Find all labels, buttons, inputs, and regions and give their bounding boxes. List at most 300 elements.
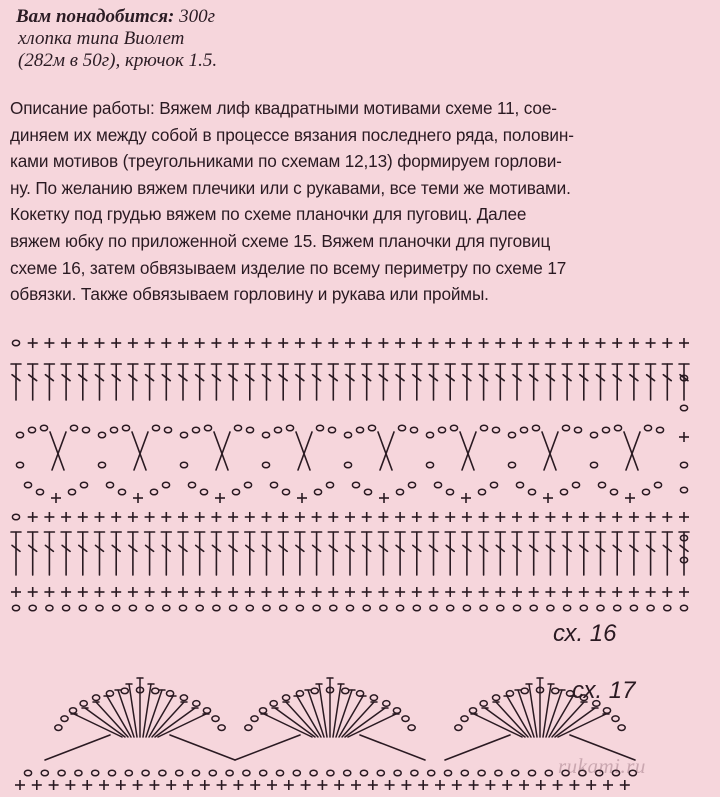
single-crochet-icon — [145, 512, 155, 522]
single-crochet-icon — [228, 587, 238, 597]
chain-stitch-icon — [163, 605, 170, 611]
crochet-diagonal-stitch — [170, 735, 235, 760]
chain-stitch-icon — [497, 605, 504, 611]
chain-stitch-icon — [326, 482, 333, 488]
single-crochet-icon — [78, 512, 88, 522]
chain-stitch-icon — [346, 605, 353, 611]
single-crochet-icon — [295, 587, 305, 597]
chain-stitch-icon — [478, 489, 485, 495]
chain-stitch-icon — [461, 770, 468, 776]
double-crochet-icon — [245, 364, 255, 400]
single-crochet-icon — [211, 587, 221, 597]
single-crochet-icon — [368, 780, 378, 790]
single-crochet-icon — [545, 587, 555, 597]
double-crochet-icon — [161, 532, 171, 575]
single-crochet-icon — [395, 338, 405, 348]
chain-stitch-icon — [508, 462, 515, 468]
single-crochet-icon — [211, 338, 221, 348]
double-crochet-icon — [128, 364, 138, 400]
double-crochet-icon — [44, 364, 54, 400]
single-crochet-icon — [629, 512, 639, 522]
single-crochet-icon — [529, 587, 539, 597]
chain-stitch-icon — [152, 425, 159, 431]
chain-stitch-icon — [469, 708, 476, 714]
chain-stitch-icon — [564, 605, 571, 611]
chain-stitch-icon — [370, 695, 377, 701]
double-crochet-icon — [429, 532, 439, 575]
chain-stitch-icon — [630, 605, 637, 611]
materials-lead: Вам понадобится: — [16, 6, 175, 27]
single-crochet-icon — [262, 338, 272, 348]
single-crochet-icon — [512, 587, 522, 597]
crochet-diagonal-stitch — [378, 432, 392, 470]
chain-stitch-icon — [480, 701, 487, 707]
single-crochet-icon — [95, 512, 105, 522]
chain-stitch-icon — [330, 605, 337, 611]
chain-stitch-icon — [562, 425, 569, 431]
chain-stitch-icon — [680, 405, 687, 411]
double-crochet-icon — [78, 532, 88, 575]
chain-stitch-icon — [263, 605, 270, 611]
materials-details: (282м в 50г), крючок 1.5. — [18, 50, 218, 71]
double-crochet-icon — [612, 364, 622, 400]
single-crochet-icon — [245, 338, 255, 348]
single-crochet-icon — [679, 512, 689, 522]
chain-stitch-icon — [368, 425, 375, 431]
single-crochet-icon — [128, 512, 138, 522]
double-crochet-icon — [679, 364, 689, 400]
double-crochet-icon — [445, 532, 455, 575]
double-crochet-icon — [61, 364, 71, 400]
chain-stitch-icon — [180, 462, 187, 468]
single-crochet-icon — [445, 338, 455, 348]
single-crochet-icon — [133, 493, 143, 503]
chain-stitch-icon — [328, 427, 335, 433]
description-line: диняем их между собой в процессе вязания последнего ряда, половин- — [10, 124, 574, 145]
chain-stitch-icon — [580, 605, 587, 611]
crochet-diagonal-stitch — [460, 432, 474, 470]
crochet-diagonal-stitch — [296, 432, 310, 470]
scheme-16-label: сх. 16 — [553, 620, 617, 647]
chain-stitch-icon — [118, 489, 125, 495]
chain-stitch-icon — [142, 770, 149, 776]
double-crochet-icon — [178, 532, 188, 575]
chain-stitch-icon — [192, 770, 199, 776]
double-crochet-icon — [562, 364, 572, 400]
single-crochet-icon — [418, 780, 428, 790]
single-crochet-icon — [128, 587, 138, 597]
chain-stitch-icon — [213, 605, 220, 611]
chain-stitch-icon — [603, 708, 610, 714]
single-crochet-icon — [495, 512, 505, 522]
double-crochet-icon — [395, 532, 405, 575]
chain-stitch-icon — [530, 605, 537, 611]
single-crochet-icon — [178, 587, 188, 597]
double-crochet-icon — [262, 532, 272, 575]
chain-stitch-icon — [283, 695, 290, 701]
double-crochet-icon — [278, 364, 288, 400]
single-crochet-icon — [51, 493, 61, 503]
single-crochet-icon — [502, 780, 512, 790]
chain-stitch-icon — [36, 489, 43, 495]
chain-stitch-icon — [129, 605, 136, 611]
single-crochet-icon — [312, 512, 322, 522]
chain-stitch-icon — [12, 340, 19, 346]
chain-stitch-icon — [532, 425, 539, 431]
single-crochet-icon — [133, 780, 143, 790]
single-crochet-icon — [145, 587, 155, 597]
crochet-diagonal-stitch — [626, 432, 640, 470]
chain-stitch-icon — [176, 770, 183, 776]
chain-stitch-icon — [598, 482, 605, 488]
single-crochet-icon — [317, 780, 327, 790]
double-crochet-icon — [312, 532, 322, 575]
chain-stitch-icon — [28, 427, 35, 433]
double-crochet-icon — [579, 364, 589, 400]
chain-stitch-icon — [196, 605, 203, 611]
chain-stitch-icon — [492, 427, 499, 433]
chain-stitch-icon — [513, 605, 520, 611]
double-crochet-icon — [61, 532, 71, 575]
single-crochet-icon — [161, 587, 171, 597]
chain-stitch-icon — [602, 427, 609, 433]
chain-stitch-icon — [162, 482, 169, 488]
chain-stitch-icon — [41, 770, 48, 776]
single-crochet-icon — [646, 512, 656, 522]
double-crochet-icon — [462, 364, 472, 400]
double-crochet-icon — [412, 532, 422, 575]
double-crochet-icon — [562, 532, 572, 575]
single-crochet-icon — [562, 512, 572, 522]
single-crochet-icon — [586, 780, 596, 790]
single-crochet-icon — [562, 338, 572, 348]
chain-stitch-icon — [192, 427, 199, 433]
chain-stitch-icon — [40, 425, 47, 431]
chain-stitch-icon — [193, 701, 200, 707]
chain-stitch-icon — [106, 482, 113, 488]
single-crochet-icon — [82, 780, 92, 790]
double-crochet-icon — [345, 364, 355, 400]
chain-stitch-icon — [29, 605, 36, 611]
single-crochet-icon — [412, 587, 422, 597]
single-crochet-icon — [679, 432, 689, 442]
single-crochet-icon — [401, 780, 411, 790]
chain-stitch-icon — [364, 489, 371, 495]
chain-stitch-icon — [98, 462, 105, 468]
single-crochet-icon — [295, 512, 305, 522]
single-crochet-icon — [95, 587, 105, 597]
chain-stitch-icon — [24, 482, 31, 488]
single-crochet-icon — [44, 512, 54, 522]
double-crochet-icon — [479, 364, 489, 400]
double-crochet-icon — [295, 364, 305, 400]
chain-stitch-icon — [164, 427, 171, 433]
chain-stitch-icon — [411, 770, 418, 776]
crochet-fan-stitch — [319, 684, 327, 737]
single-crochet-icon — [562, 587, 572, 597]
chain-stitch-icon — [70, 425, 77, 431]
single-crochet-icon — [301, 780, 311, 790]
single-crochet-icon — [28, 587, 38, 597]
double-crochet-icon — [479, 532, 489, 575]
double-crochet-icon — [529, 532, 539, 575]
single-crochet-icon — [145, 338, 155, 348]
crochet-diagonal-stitch — [544, 432, 558, 470]
double-crochet-icon — [445, 364, 455, 400]
chain-stitch-icon — [80, 701, 87, 707]
single-crochet-icon — [211, 512, 221, 522]
chain-stitch-icon — [444, 770, 451, 776]
chain-stitch-icon — [574, 427, 581, 433]
single-crochet-icon — [662, 338, 672, 348]
chain-stitch-icon — [618, 725, 625, 731]
double-crochet-icon — [328, 364, 338, 400]
single-crochet-icon — [183, 780, 193, 790]
single-crochet-icon — [128, 338, 138, 348]
single-crochet-icon — [345, 512, 355, 522]
double-crochet-icon — [145, 532, 155, 575]
crochet-diagonal-stitch — [462, 432, 476, 470]
chain-stitch-icon — [478, 770, 485, 776]
single-crochet-icon — [116, 780, 126, 790]
single-crochet-icon — [312, 587, 322, 597]
chain-stitch-icon — [654, 482, 661, 488]
single-crochet-icon — [519, 780, 529, 790]
chain-stitch-icon — [311, 688, 318, 694]
single-crochet-icon — [612, 338, 622, 348]
chain-stitch-icon — [68, 489, 75, 495]
single-crochet-icon — [462, 338, 472, 348]
single-crochet-icon — [111, 338, 121, 348]
materials-yarn: хлопка типа Виолет — [18, 28, 185, 49]
double-crochet-icon — [95, 532, 105, 575]
single-crochet-icon — [228, 512, 238, 522]
single-crochet-icon — [65, 780, 75, 790]
chain-stitch-icon — [12, 514, 19, 520]
single-crochet-icon — [328, 512, 338, 522]
single-crochet-icon — [462, 512, 472, 522]
chain-stitch-icon — [286, 425, 293, 431]
crochet-fan-stitch — [529, 684, 537, 737]
single-crochet-icon — [629, 587, 639, 597]
single-crochet-icon — [596, 587, 606, 597]
chain-stitch-icon — [572, 482, 579, 488]
single-crochet-icon — [452, 780, 462, 790]
chain-stitch-icon — [644, 425, 651, 431]
double-crochet-icon — [462, 532, 472, 575]
single-crochet-icon — [32, 780, 42, 790]
chain-stitch-icon — [528, 770, 535, 776]
single-crochet-icon — [99, 780, 109, 790]
chain-stitch-icon — [426, 462, 433, 468]
chain-stitch-icon — [280, 605, 287, 611]
chain-stitch-icon — [610, 489, 617, 495]
double-crochet-icon — [295, 532, 305, 575]
chain-stitch-icon — [455, 725, 462, 731]
double-crochet-icon — [512, 364, 522, 400]
single-crochet-icon — [44, 338, 54, 348]
single-crochet-icon — [195, 512, 205, 522]
chain-stitch-icon — [260, 770, 267, 776]
single-crochet-icon — [166, 780, 176, 790]
single-crochet-icon — [596, 338, 606, 348]
chain-stitch-icon — [342, 688, 349, 694]
double-crochet-icon — [111, 532, 121, 575]
chain-stitch-icon — [493, 695, 500, 701]
chain-stitch-icon — [461, 716, 468, 722]
chain-stitch-icon — [408, 482, 415, 488]
chain-stitch-icon — [79, 605, 86, 611]
chain-stitch-icon — [327, 770, 334, 776]
single-crochet-icon — [579, 512, 589, 522]
chain-stitch-icon — [259, 708, 266, 714]
single-crochet-icon — [495, 338, 505, 348]
description-line: ками мотивов (треугольниками по схемам 12,13) формируем горлови- — [10, 151, 562, 172]
double-crochet-icon — [128, 532, 138, 575]
chain-stitch-icon — [61, 716, 68, 722]
chain-stitch-icon — [516, 482, 523, 488]
single-crochet-icon — [228, 338, 238, 348]
scheme-17-label: сх. 17 — [572, 677, 636, 704]
chain-stitch-icon — [680, 462, 687, 468]
double-crochet-icon — [596, 364, 606, 400]
chain-stitch-icon — [232, 489, 239, 495]
chain-stitch-icon — [296, 605, 303, 611]
chain-stitch-icon — [398, 425, 405, 431]
crochet-charts — [0, 320, 720, 797]
single-crochet-icon — [345, 338, 355, 348]
double-crochet-icon — [362, 532, 372, 575]
chain-stitch-icon — [230, 605, 237, 611]
chain-stitch-icon — [434, 482, 441, 488]
chain-stitch-icon — [438, 427, 445, 433]
chain-stitch-icon — [356, 427, 363, 433]
chain-stitch-icon — [150, 489, 157, 495]
chain-stitch-icon — [270, 482, 277, 488]
single-crochet-icon — [662, 512, 672, 522]
single-crochet-icon — [215, 493, 225, 503]
double-crochet-icon — [646, 364, 656, 400]
single-crochet-icon — [579, 338, 589, 348]
single-crochet-icon — [200, 780, 210, 790]
single-crochet-icon — [529, 512, 539, 522]
chain-stitch-icon — [203, 708, 210, 714]
chain-stitch-icon — [360, 770, 367, 776]
single-crochet-icon — [445, 512, 455, 522]
double-crochet-icon — [278, 532, 288, 575]
chain-stitch-icon — [122, 425, 129, 431]
single-crochet-icon — [217, 780, 227, 790]
single-crochet-icon — [620, 780, 630, 790]
chain-stitch-icon — [480, 605, 487, 611]
chain-stitch-icon — [251, 716, 258, 722]
single-crochet-icon — [262, 512, 272, 522]
chain-stitch-icon — [410, 427, 417, 433]
double-crochet-icon — [378, 532, 388, 575]
single-crochet-icon — [267, 780, 277, 790]
single-crochet-icon — [543, 493, 553, 503]
chain-stitch-icon — [63, 605, 70, 611]
chain-stitch-icon — [92, 770, 99, 776]
chain-stitch-icon — [394, 770, 401, 776]
chain-stitch-icon — [180, 432, 187, 438]
single-crochet-icon — [161, 512, 171, 522]
single-crochet-icon — [78, 587, 88, 597]
chain-stitch-icon — [408, 725, 415, 731]
chain-stitch-icon — [146, 605, 153, 611]
single-crochet-icon — [362, 512, 372, 522]
single-crochet-icon — [553, 780, 563, 790]
chain-stitch-icon — [121, 688, 128, 694]
chain-stitch-icon — [108, 770, 115, 776]
single-crochet-icon — [195, 587, 205, 597]
chain-stitch-icon — [274, 427, 281, 433]
single-crochet-icon — [178, 512, 188, 522]
chain-stitch-icon — [396, 489, 403, 495]
single-crochet-icon — [385, 780, 395, 790]
chain-stitch-icon — [426, 432, 433, 438]
double-crochet-icon — [211, 532, 221, 575]
double-crochet-icon — [579, 532, 589, 575]
double-crochet-icon — [262, 364, 272, 400]
double-crochet-icon — [412, 364, 422, 400]
single-crochet-icon — [395, 512, 405, 522]
double-crochet-icon — [78, 364, 88, 400]
double-crochet-icon — [629, 364, 639, 400]
single-crochet-icon — [278, 512, 288, 522]
chain-stitch-icon — [344, 432, 351, 438]
chain-stitch-icon — [597, 605, 604, 611]
chain-stitch-icon — [647, 605, 654, 611]
crochet-diagonal-stitch — [45, 735, 110, 760]
single-crochet-icon — [161, 338, 171, 348]
single-crochet-icon — [233, 780, 243, 790]
chain-stitch-icon — [180, 695, 187, 701]
single-crochet-icon — [61, 512, 71, 522]
chain-stitch-icon — [495, 770, 502, 776]
description-line: вяжем юбку по приложенной схеме 15. Вяжем планочки для пуговиц — [10, 230, 551, 251]
chain-stitch-icon — [12, 605, 19, 611]
single-crochet-icon — [78, 338, 88, 348]
single-crochet-icon — [569, 780, 579, 790]
single-crochet-icon — [362, 338, 372, 348]
single-crochet-icon — [412, 338, 422, 348]
double-crochet-icon — [545, 364, 555, 400]
chain-stitch-icon — [113, 605, 120, 611]
double-crochet-icon — [362, 364, 372, 400]
chain-stitch-icon — [313, 605, 320, 611]
double-crochet-icon — [646, 532, 656, 575]
chain-stitch-icon — [246, 605, 253, 611]
double-crochet-icon — [145, 364, 155, 400]
double-crochet-icon — [11, 532, 21, 575]
chain-stitch-icon — [243, 770, 250, 776]
chain-stitch-icon — [590, 432, 597, 438]
chain-stitch-icon — [212, 716, 219, 722]
single-crochet-icon — [429, 512, 439, 522]
single-crochet-icon — [278, 338, 288, 348]
single-crochet-icon — [545, 338, 555, 348]
single-crochet-icon — [529, 338, 539, 348]
double-crochet-icon — [44, 532, 54, 575]
chain-stitch-icon — [446, 489, 453, 495]
chain-stitch-icon — [480, 425, 487, 431]
description-line: ну. По желанию вяжем плечики или с рукавами, все теми же мотивами. — [10, 177, 571, 198]
single-crochet-icon — [445, 587, 455, 597]
chain-stitch-icon — [680, 605, 687, 611]
chain-stitch-icon — [680, 487, 687, 493]
single-crochet-icon — [379, 493, 389, 503]
